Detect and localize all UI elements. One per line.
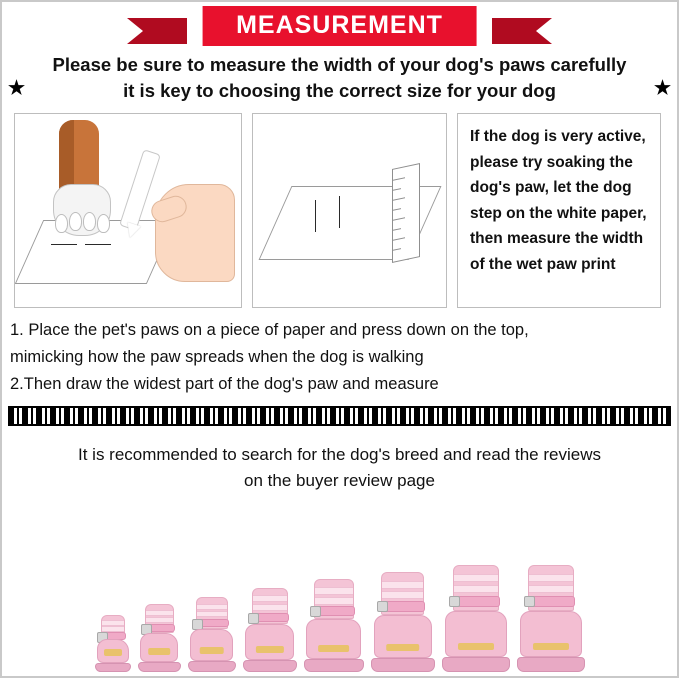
measure-mark	[339, 196, 340, 228]
boot-stripe	[146, 617, 173, 623]
boot-stripe	[315, 587, 353, 595]
pencil-mark	[85, 244, 111, 245]
paw-toe	[83, 212, 96, 231]
note-line-5: then measure the width	[470, 230, 644, 248]
boot-buckle-icon	[310, 606, 321, 617]
boot-logo	[255, 646, 283, 653]
paw-toe	[69, 212, 82, 231]
boot-sole	[371, 658, 435, 672]
boot-size-5	[304, 579, 364, 672]
measure-mark	[315, 200, 316, 232]
boot-buckle-icon	[377, 601, 388, 612]
boot-shaft	[528, 565, 574, 611]
boot-stripe	[382, 581, 423, 589]
boot-size-2	[138, 604, 181, 672]
note-line-6: of the wet paw print	[470, 255, 616, 273]
boot-sole	[138, 662, 181, 672]
boot-sole	[243, 660, 297, 672]
boot-sole	[442, 657, 510, 672]
boot-size-7	[442, 565, 510, 672]
boot-body	[140, 633, 178, 662]
boot-buckle-icon	[449, 596, 460, 607]
boot-size-1	[95, 615, 131, 672]
boot-stripe	[253, 595, 287, 602]
banner-title: MEASUREMENT	[202, 6, 477, 46]
step-1-line-2: mimicking how the paw spreads when the dog is walking	[10, 347, 424, 366]
boot-size-3	[188, 597, 236, 672]
boot-shaft	[196, 597, 228, 629]
boot-logo	[458, 643, 494, 650]
note-panel	[457, 113, 661, 308]
boot-sole	[95, 663, 131, 672]
recommendation-line-2: on the buyer review page	[244, 470, 435, 490]
decorative-divider	[8, 406, 671, 426]
boot-body	[190, 629, 233, 661]
boot-size-4	[243, 588, 297, 672]
boot-stripe	[529, 585, 573, 593]
boot-logo	[386, 644, 420, 651]
boot-stripe	[454, 585, 498, 593]
note-line-1: If the dog is very active,	[470, 128, 646, 146]
paw-toe	[55, 214, 68, 233]
step-1-line-1: 1. Place the pet's paws on a piece of paper and press down on the top,	[10, 321, 529, 340]
boot-stripe	[197, 604, 227, 610]
ribbon-tail-left	[127, 18, 187, 44]
boot-logo	[104, 649, 122, 656]
headline-line-2: it is key to choosing the correct size for your dog	[123, 79, 556, 101]
boot-stripe	[315, 597, 353, 605]
boot-size-8	[517, 565, 585, 672]
boot-sole	[304, 659, 364, 672]
boot-shaft	[314, 579, 354, 619]
headline-line-1: Please be sure to measure the width of your dog's paws carefully	[52, 54, 627, 75]
boot-body	[97, 639, 129, 663]
boot-stripe	[146, 610, 173, 616]
boot-size-row	[2, 537, 677, 672]
boot-stripe	[454, 574, 498, 582]
ruler	[392, 163, 420, 263]
boot-body	[306, 619, 361, 659]
boot-shaft	[101, 615, 125, 639]
note-line-3: dog's paw, let the dog	[470, 179, 632, 197]
boot-logo	[148, 648, 170, 655]
boot-shaft	[145, 604, 174, 633]
paw-toe	[97, 214, 110, 233]
boot-body	[245, 624, 294, 660]
boot-shaft	[453, 565, 499, 611]
boot-stripe	[253, 604, 287, 611]
boot-buckle-icon	[248, 613, 259, 624]
note-line-2: please try soaking the	[470, 153, 633, 171]
boot-body	[445, 611, 507, 657]
recommendation-text	[2, 434, 677, 493]
boot-body	[374, 615, 432, 658]
boot-logo	[533, 643, 569, 650]
steps-list	[2, 308, 677, 396]
star-left-icon: ★	[8, 78, 26, 99]
headline	[2, 52, 677, 103]
boot-logo	[199, 647, 224, 654]
note-line-4: step on the white paper,	[470, 204, 647, 222]
illustration-row	[2, 109, 677, 308]
boot-body	[520, 611, 582, 657]
boot-buckle-icon	[524, 596, 535, 607]
boot-sole	[517, 657, 585, 672]
star-right-icon: ★	[653, 78, 671, 99]
boot-sole	[188, 661, 236, 672]
banner	[2, 2, 677, 50]
step-2: 2.Then draw the widest part of the dog's paw and measure	[10, 374, 439, 393]
boot-shaft	[381, 572, 424, 615]
illustration-paw-tracing	[14, 113, 242, 308]
illustration-ruler-measure	[252, 113, 447, 308]
boot-size-6	[371, 572, 435, 672]
ribbon-tail-right	[492, 18, 552, 44]
recommendation-line-1: It is recommended to search for the dog's breed and read the reviews	[78, 445, 601, 465]
boot-logo	[318, 645, 350, 652]
boot-stripe	[382, 591, 423, 599]
boot-stripe	[529, 574, 573, 582]
boot-stripe	[197, 611, 227, 617]
boot-shaft	[252, 588, 288, 624]
pencil-mark	[51, 244, 77, 245]
dog-leg-shadow	[59, 120, 74, 194]
